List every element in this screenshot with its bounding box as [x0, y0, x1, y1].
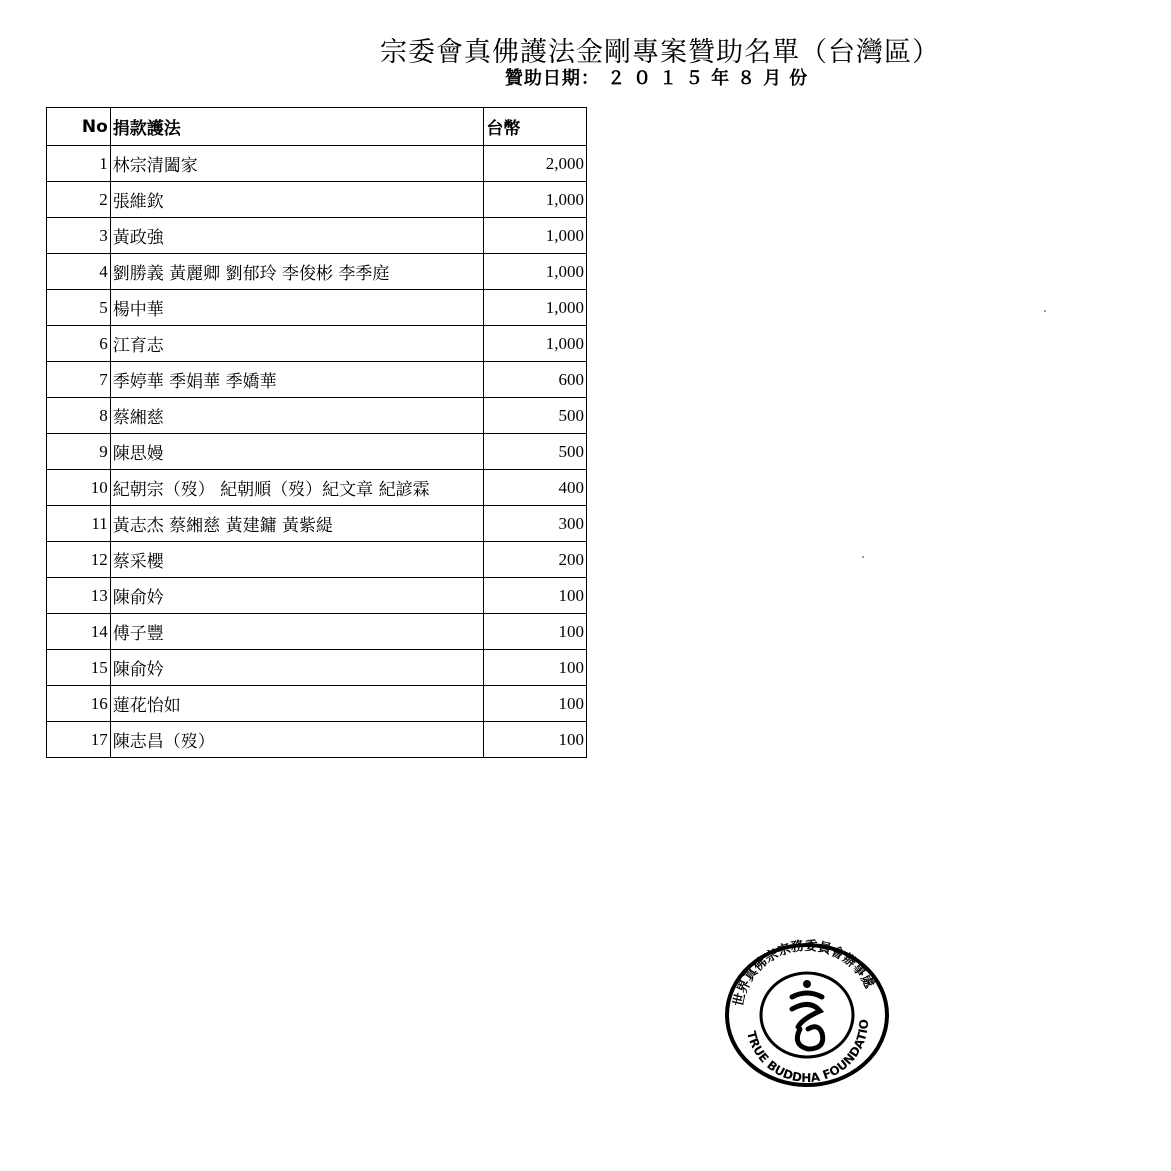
donor-name: 楊中華 [110, 290, 484, 326]
donor-rows [47, 146, 587, 758]
donor-name: 陳俞妗 [110, 578, 484, 614]
subtitle-label: 贊助日期： [504, 68, 600, 89]
donation-amount: 1,000 [484, 218, 587, 254]
donation-amount: 100 [484, 686, 587, 722]
donation-amount: 100 [484, 614, 587, 650]
row-number: 14 [47, 614, 111, 650]
table-row [47, 578, 587, 614]
row-number: 1 [47, 146, 111, 182]
true-buddha-seal-icon [722, 937, 892, 1087]
subtitle-date: ２０１５年８月份 [607, 68, 816, 89]
donation-amount: 400 [484, 470, 587, 506]
donor-table [46, 107, 587, 758]
header-amount: 台幣 [484, 108, 587, 146]
table-row [47, 290, 587, 326]
donor-name: 陳俞妗 [110, 650, 484, 686]
seal-chinese-path: 世界真佛宗宗務委員會辦事處 [731, 938, 877, 1008]
donation-amount: 1,000 [484, 326, 587, 362]
table-row [47, 614, 587, 650]
row-number: 5 [47, 290, 111, 326]
row-number: 16 [47, 686, 111, 722]
donation-amount: 2,000 [484, 146, 587, 182]
table-header-row [47, 108, 587, 146]
table-row [47, 182, 587, 218]
table-row [47, 506, 587, 542]
table-row [47, 722, 587, 758]
row-number: 8 [47, 398, 111, 434]
row-number: 12 [47, 542, 111, 578]
donor-name: 陳思嫚 [110, 434, 484, 470]
table-row [47, 326, 587, 362]
table-row [47, 434, 587, 470]
table-row [47, 254, 587, 290]
donation-amount: 1,000 [484, 182, 587, 218]
row-number: 9 [47, 434, 111, 470]
donation-amount: 500 [484, 434, 587, 470]
table-row [47, 686, 587, 722]
donation-amount: 100 [484, 650, 587, 686]
row-number: 4 [47, 254, 111, 290]
donation-amount: 600 [484, 362, 587, 398]
row-number: 17 [47, 722, 111, 758]
donor-name: 張維欽 [110, 182, 484, 218]
table-row [47, 650, 587, 686]
donor-name: 黃政強 [110, 218, 484, 254]
donation-amount: 100 [484, 578, 587, 614]
donor-name: 江育志 [110, 326, 484, 362]
row-number: 7 [47, 362, 111, 398]
donor-name: 蔡緗慈 [110, 398, 484, 434]
header-no: No [47, 108, 111, 146]
document-subtitle [490, 64, 830, 90]
donor-name: 季婷華 季娟華 季嬌華 [110, 362, 484, 398]
donor-name: 傅子豐 [110, 614, 484, 650]
row-number: 10 [47, 470, 111, 506]
row-number: 15 [47, 650, 111, 686]
donation-amount: 300 [484, 506, 587, 542]
donor-name: 林宗清闔家 [110, 146, 484, 182]
donation-amount: 100 [484, 722, 587, 758]
donor-name: 陳志昌（歿） [110, 722, 484, 758]
document-title: 宗委會真佛護法金剛專案贊助名單（台灣區） [380, 37, 940, 68]
donor-name: 劉勝義 黃麗卿 劉郁玲 李俊彬 李季庭 [110, 254, 484, 290]
table-row [47, 146, 587, 182]
donation-amount: 1,000 [484, 290, 587, 326]
table-row [47, 470, 587, 506]
donation-amount: 1,000 [484, 254, 587, 290]
row-number: 2 [47, 182, 111, 218]
donor-name: 紀朝宗（歿） 紀朝順（歿）紀文章 紀諺霖 [110, 470, 484, 506]
table-row [47, 218, 587, 254]
donation-amount: 500 [484, 398, 587, 434]
table-row [47, 542, 587, 578]
donor-name: 蓮花怡如 [110, 686, 484, 722]
donor-name: 蔡采櫻 [110, 542, 484, 578]
table-row [47, 398, 587, 434]
donor-name: 黃志杰 蔡緗慈 黃建鏞 黃紫緹 [110, 506, 484, 542]
donation-amount: 200 [484, 542, 587, 578]
row-number: 3 [47, 218, 111, 254]
row-number: 13 [47, 578, 111, 614]
seal-english-path: TRUE BUDDHA FOUNDATIO [744, 1018, 872, 1086]
header-name: 捐款護法 [110, 108, 484, 146]
row-number: 6 [47, 326, 111, 362]
row-number: 11 [47, 506, 111, 542]
table-row [47, 362, 587, 398]
